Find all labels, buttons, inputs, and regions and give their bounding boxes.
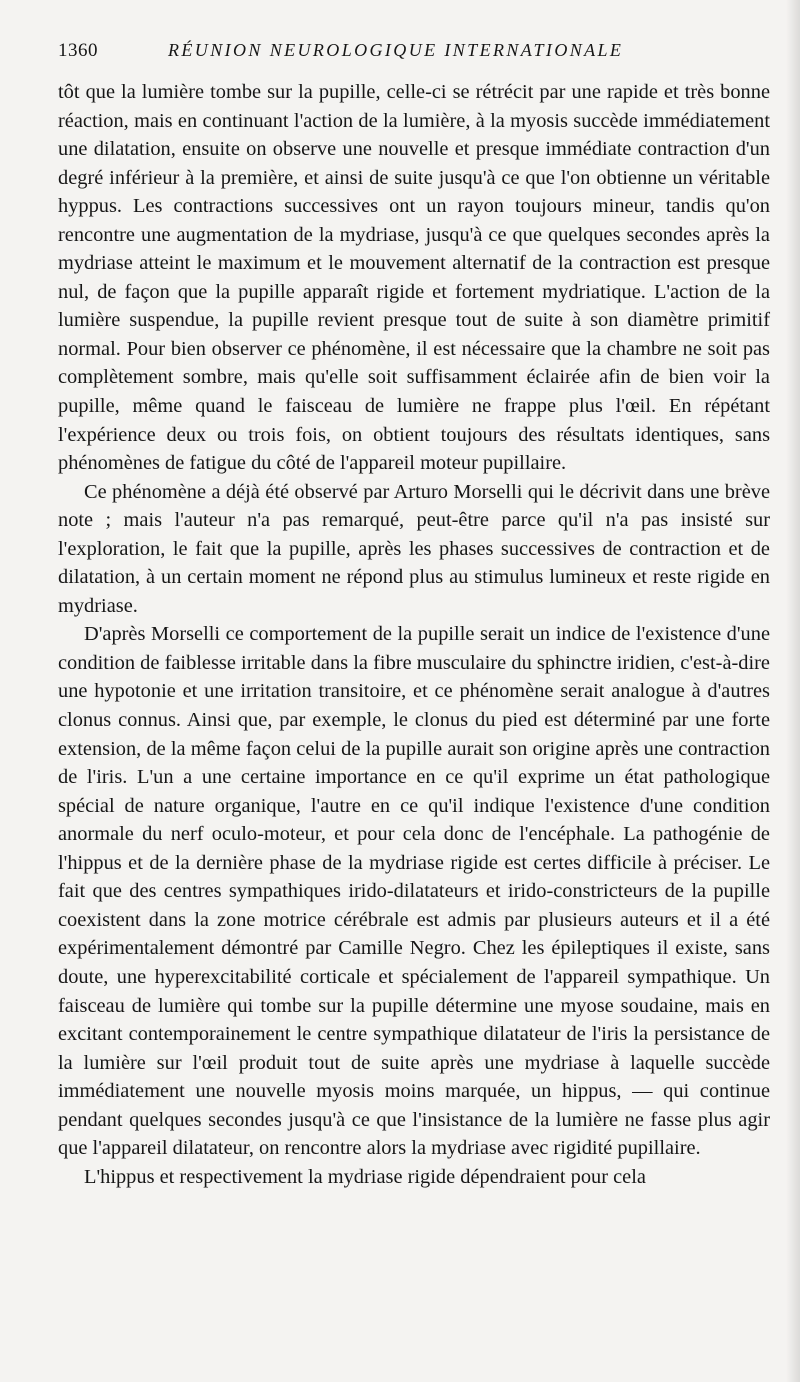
paragraph-conclusion-start: L'hippus et respectivement la mydriase rigide dépendraient pour cela (84, 1165, 646, 1188)
page-number: 1360 (58, 40, 98, 61)
paragraph-morselli-observation: Ce phénomène a déjà été observé par Arturo Morselli qui le décrivit dans une brève note ; mais l'auteur n'a pas remarqué, peut-être parce qu'il n'a pas insisté sur l'exploration, le fait que la pupille, après les phases successives de contraction et de dilatation, à un certain moment ne répond plus au stimulus lumineux et reste rigide en mydriase. (58, 480, 770, 617)
paragraph-pathogenesis: D'après Morselli ce comportement de la pupille serait un indice de l'existence d'une condition de faiblesse irritable dans la fibre musculaire du sphinctre iridien, c'est-à-dire une hypotonie et une irritation transitoire, et ce phénomène serait analogue à d'autres clonus connus. Ainsi que, par exemple, le clonus du pied est déterminé par une forte extension, de la même façon celui de la pupille aurait son origine après une contraction de l'iris. L'un a une certaine importance en ce qu'il exprime un état pathologique spécial de nature organique, l'autre en ce qu'il indique l'existence d'une condition anormale du nerf oculo-moteur, et pour cela donc de l'encéphale. La pathogénie de l'hippus et de la dernière phase de la mydriase rigide est certes difficile à préciser. Le fait que des centres sympathiques irido-dilatateurs et irido-constricteurs de la pupille coexistent dans la zone motrice cérébrale est admis par plusieurs auteurs et il a été expérimentalement démontré par Camille Negro. Chez les épileptiques il existe, sans doute, une hyperexcitabilité corticale et spécialement de l'appareil sympathique. Un faisceau de lumière qui tombe sur la pupille détermine une myose soudaine, mais en excitant contemporainement le centre sympathique dilatateur de l'iris la persistance de la lumière sur l'œil produit tout de suite après une mydriase à laquelle succède immédiatement une nouvelle myosis moins marquée, un hippus, — qui continue pendant quelques secondes jusqu'à ce que l'insistance de la lumière ne fasse plus agir que l'appareil dilatateur, on rencontre alors la mydriase avec rigidité pupillaire. (58, 623, 770, 1160)
running-title: RÉUNION NEUROLOGIQUE INTERNATIONALE (168, 40, 624, 60)
body-text (58, 78, 770, 1191)
book-page (58, 40, 770, 1191)
paragraph-continued: tôt que la lumière tombe sur la pupille, celle-ci se rétrécit par une rapide et très bonne réaction, mais en continuant l'action de la lumière, à la myosis succède immédiatement une dilatation, ensuite on observe une nouvelle et presque immédiate contraction d'un degré inférieur à la première, et ainsi de suite jusqu'à ce que l'on obtienne un véritable hyppus. Les contractions successives ont un rayon toujours mineur, tandis qu'on rencontre une augmentation de la mydriase, jusqu'à ce que quelques secondes après la mydriase atteint le maximum et le mouvement alternatif de la contraction est presque nul, de façon que la pupille apparaît rigide et fortement mydriatique. L'action de la lumière suspendue, la pupille revient presque tout de suite à son diamètre primitif normal. Pour bien observer ce phénomène, il est nécessaire que la chambre ne soit pas complètement sombre, mais qu'elle soit suffisamment éclairée afin de bien voir la pupille, même quand le faisceau de lumière ne frappe plus l'œil. En répétant l'expérience deux ou trois fois, on obtient toujours des résultats identiques, sans phénomènes de fatigue du côté de l'appareil moteur pupillaire. (58, 81, 770, 475)
page-edge-shadow (786, 0, 800, 1382)
page-header (58, 40, 770, 70)
